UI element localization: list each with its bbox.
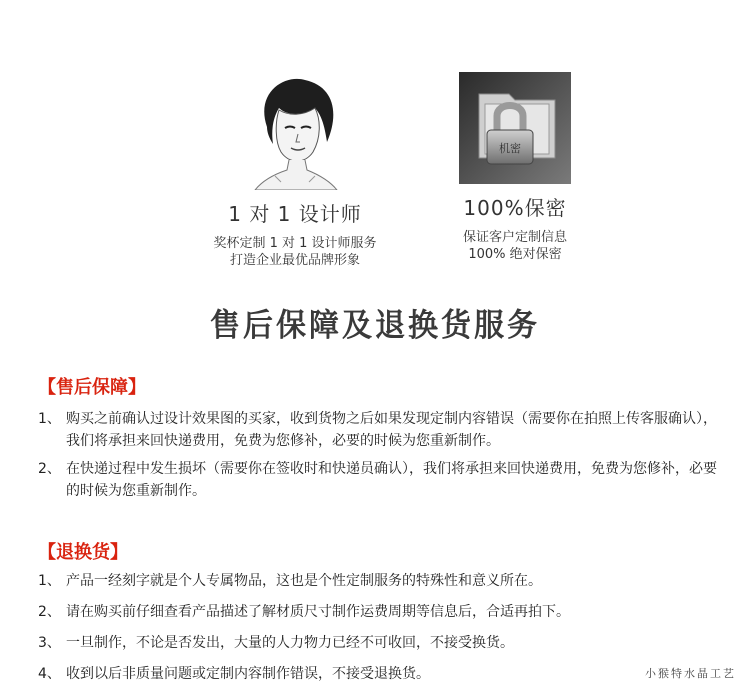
after-sales-section-title: 【售后保障】 — [38, 377, 146, 398]
lock-folder-icon — [459, 72, 571, 184]
shop-signature: 小猴特水晶工艺 — [645, 667, 736, 680]
list-item: 3、 一旦制作，不论是否发出，大量的人力物力已经不可收回，不接受换货。 — [38, 635, 514, 651]
list-item: 4、 收到以后非质量问题或定制内容制作错误，不接受退换货。 — [38, 666, 430, 682]
designer-sketch-icon — [245, 72, 345, 190]
designer-feature — [190, 72, 400, 269]
list-item: 1、 购买之前确认过设计效果图的买家，收到货物之后如果发现定制内容错误（需要你在拍照上传客服确认），我们将承担来回快递费用，免费为您修补，必要的时候为您重新制作。 — [38, 411, 717, 449]
list-item: 2、 请在购买前仔细查看产品描述了解材质尺寸制作运费周期等信息后，合适再拍下。 — [38, 604, 570, 620]
confidential-feature-desc: 保证客户定制信息 100% 绝对保密 — [462, 230, 567, 262]
list-item: 2、 在快递过程中发生损坏（需要你在签收时和快递员确认），我们将承担来回快递费用，免费为您修补，必要的时候为您重新制作。 — [38, 461, 717, 499]
returns-section-title: 【退换货】 — [38, 542, 128, 563]
page-title: 售后保障及退换货服务 — [210, 307, 540, 345]
designer-feature-desc: 奖杯定制 1 对 1 设计师服务 打造企业最优品牌形象 — [213, 236, 377, 268]
list-item: 1、 产品一经刻字就是个人专属物品，这也是个性定制服务的特殊性和意义所在。 — [38, 573, 542, 589]
confidential-feature-title: 100%保密 — [463, 196, 567, 220]
designer-feature-title: 1 对 1 设计师 — [228, 202, 362, 226]
confidential-feature — [425, 72, 605, 263]
svg-text:机密: 机密 — [499, 142, 521, 155]
